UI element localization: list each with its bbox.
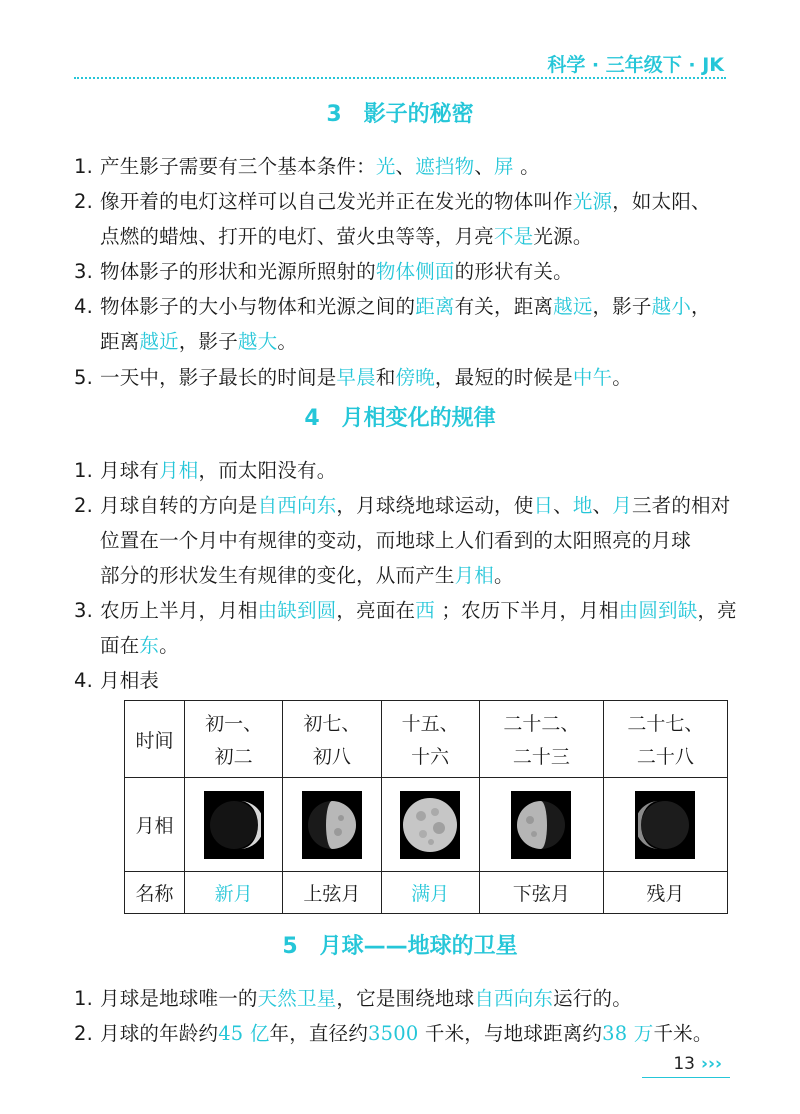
s5-item-1: 1. 月球是地球唯一的天然卫星，它是围绕地球自西向东运行的。 (74, 987, 632, 1010)
name-cell: 下弦月 (479, 872, 603, 914)
waning-crescent-moon-image (635, 791, 695, 859)
first-quarter-moon-image (302, 791, 362, 859)
phase-cell (185, 778, 283, 872)
phase-cell (381, 778, 479, 872)
phase-header: 月相 (125, 778, 185, 872)
name-cell: 新月 (185, 872, 283, 914)
footer-divider (642, 1077, 730, 1078)
name-header: 名称 (125, 872, 185, 914)
s4-item-2-cont-2: 部分的形状发生有规律的变化，从而产生月相。 (100, 564, 514, 587)
s4-item-2-cont-1: 位置在一个月中有规律的变动，而地球上人们看到的太阳照亮的月球 (100, 529, 692, 552)
s4-item-3: 3. 农历上半月，月相由缺到圆，亮面在西 ；农历下半月，月相由圆到缺，亮 (74, 599, 737, 622)
s3-item-1: 1. 产生影子需要有三个基本条件：光、遮挡物、屏 。 (74, 155, 540, 178)
section-title-4: 4 月相变化的规律 (304, 406, 496, 431)
s4-item-2: 2. 月球自转的方向是自西向东，月球绕地球运动，使日、地、月三者的相对 (74, 494, 731, 517)
s3-item-4-cont: 距离越近，影子越大。 (100, 330, 298, 353)
phase-cell (479, 778, 603, 872)
table-row-phase (125, 778, 728, 872)
s3-item-3: 3. 物体影子的形状和光源所照射的物体侧面的形状有关。 (74, 260, 573, 283)
name-cell: 残月 (603, 872, 727, 914)
moon-phase-table (124, 700, 728, 914)
new-moon-image (204, 791, 264, 859)
time-cell: 十五、 十六 (381, 701, 479, 778)
time-cell: 初七、 初八 (283, 701, 381, 778)
name-cell: 上弦月 (283, 872, 381, 914)
time-header: 时间 (125, 701, 185, 778)
full-moon-image (400, 791, 460, 859)
section-title-3: 3 影子的秘密 (326, 102, 474, 127)
phase-cell (283, 778, 381, 872)
phase-cell (603, 778, 727, 872)
s4-item-1: 1. 月球有月相，而太阳没有。 (74, 459, 337, 482)
s3-item-2-cont: 点燃的蜡烛、打开的电灯、萤火虫等等，月亮不是光源。 (100, 225, 593, 248)
s3-item-2: 2. 像开着的电灯这样可以自己发光并正在发光的物体叫作光源，如太阳、 (74, 190, 711, 213)
table-row-name (125, 872, 728, 914)
time-cell: 二十七、 二十八 (603, 701, 727, 778)
name-cell: 满月 (381, 872, 479, 914)
header-title: 科学 · 三年级下 · JK (547, 54, 724, 76)
page-number: 13 ››› (673, 1054, 722, 1074)
s5-item-2: 2. 月球的年龄约45 亿年，直径约3500 千米，与地球距离约38 万千米。 (74, 1022, 713, 1045)
time-cell: 初一、 初二 (185, 701, 283, 778)
s3-item-5: 5. 一天中，影子最长的时间是早晨和傍晚，最短的时候是中午。 (74, 366, 632, 389)
time-cell: 二十二、 二十三 (479, 701, 603, 778)
s4-item-4: 4. 月相表 (74, 669, 160, 692)
header-divider (74, 77, 726, 79)
chevron-right-icon: ››› (700, 1054, 722, 1074)
last-quarter-moon-image (511, 791, 571, 859)
table-row-time (125, 701, 728, 778)
section-title-5: 5 月球——地球的卫星 (282, 934, 518, 959)
s3-item-4: 4. 物体影子的大小与物体和光源之间的距离有关，距离越远，影子越小， (74, 295, 711, 318)
s4-item-3-cont: 面在东。 (100, 634, 179, 657)
